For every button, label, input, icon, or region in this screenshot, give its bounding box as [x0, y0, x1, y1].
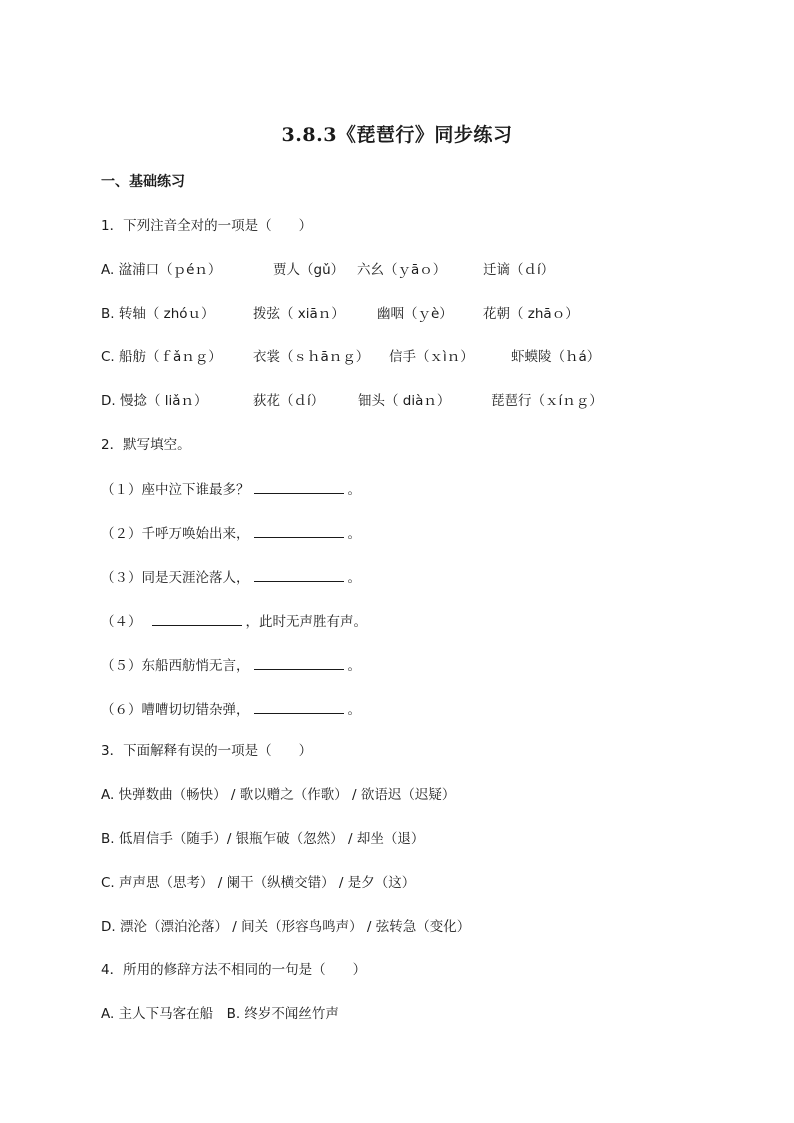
answer-blank: [254, 700, 344, 714]
option-d-item-1: D. 慢捻（ liǎｎ）: [101, 393, 208, 409]
option-b-item-4: 花朝（ zhāｏ）: [483, 306, 579, 322]
option-b-item-1: B. 转轴（ zhóｕ）: [101, 306, 215, 322]
fill-blank-prompt: （５）东船西舫悄无言，: [101, 658, 250, 674]
question-1-option-d: [101, 392, 603, 410]
option-a-item-4: 迁谪（ｄí）: [483, 262, 555, 278]
question-1-stem: 1．下列注音全对的一项是（ ）: [101, 218, 313, 234]
option-a-item-3: 六幺（ｙāｏ）: [357, 262, 447, 278]
question-1-option-a: [101, 261, 554, 279]
fill-blank-item: [101, 700, 361, 719]
option-d-item-2: 荻花（ｄí）: [253, 393, 325, 409]
fill-blank-suffix: 。: [347, 482, 361, 498]
answer-blank: [254, 568, 344, 582]
fill-blank-suffix: 。: [347, 702, 361, 718]
fill-blank-item: [101, 568, 361, 587]
option-a-item-1: A. 湓浦口（ｐéｎ）: [101, 262, 222, 278]
question-2-stem: 2．默写填空。: [101, 437, 191, 453]
option-c-item-3: 信手（ｘìｎ）: [389, 349, 474, 365]
option-b-item-3: 幽咽（ｙè）: [377, 306, 453, 322]
option-c-item-4: 虾蟆陵（ｈá）: [511, 349, 601, 365]
fill-blank-item: [101, 480, 361, 499]
fill-blank-prompt: （１）座中泣下谁最多？: [101, 482, 250, 498]
option-d-item-3: 钿头（ diàｎ）: [358, 393, 451, 409]
fill-blank-suffix: ，此时无声胜有声。: [245, 614, 367, 630]
question-3-option-a: A. 快弹数曲（畅快） / 歌以赠之（作歌） / 欲语迟（迟疑）: [101, 787, 456, 803]
option-d-item-4: 琵琶行（ｘíｎｇ）: [491, 393, 603, 409]
fill-blank-prompt: （２）千呼万唤始出来，: [101, 526, 250, 542]
fill-blank-item: [101, 612, 367, 631]
fill-blank-prompt: （６）嘈嘈切切错杂弹，: [101, 702, 250, 718]
question-1-option-b: [101, 305, 579, 323]
question-1-option-c: [101, 348, 600, 366]
fill-blank-prompt: （３）同是天涯沦落人，: [101, 570, 250, 586]
page-title: 3.8.3《琵琶行》同步练习: [281, 124, 513, 146]
option-a-item-2: 贾人（gǔ）: [273, 262, 345, 278]
answer-blank: [254, 480, 344, 494]
fill-blank-suffix: 。: [347, 570, 361, 586]
section-heading: 一、基础练习: [101, 174, 185, 190]
question-3-stem: 3．下面解释有误的一项是（ ）: [101, 743, 313, 759]
question-4-options-ab: A. 主人下马客在船 B. 终岁不闻丝竹声: [101, 1006, 339, 1022]
option-c-item-2: 衣裳（ｓｈāｎｇ）: [253, 349, 370, 365]
answer-blank: [152, 612, 242, 626]
question-3-option-d: D. 漂沦（漂泊沦落） / 间关（形容鸟鸣声） / 弦转急（变化）: [101, 919, 471, 935]
answer-blank: [254, 656, 344, 670]
question-3-option-b: B. 低眉信手（随手）/ 银瓶乍破（忽然） / 却坐（退）: [101, 831, 425, 847]
fill-blank-prompt: （４）: [101, 614, 142, 630]
question-4-stem: 4．所用的修辞方法不相同的一句是（ ）: [101, 962, 367, 978]
option-b-item-2: 拨弦（ xiāｎ）: [253, 306, 345, 322]
fill-blank-item: [101, 656, 361, 675]
option-c-item-1: C. 船舫（ｆǎｎｇ）: [101, 349, 222, 365]
question-3-option-c: C. 声声思（思考） / 阑干（纵横交错） / 是夕（这）: [101, 875, 416, 891]
fill-blank-suffix: 。: [347, 658, 361, 674]
fill-blank-suffix: 。: [347, 526, 361, 542]
fill-blank-item: [101, 524, 361, 543]
answer-blank: [254, 524, 344, 538]
